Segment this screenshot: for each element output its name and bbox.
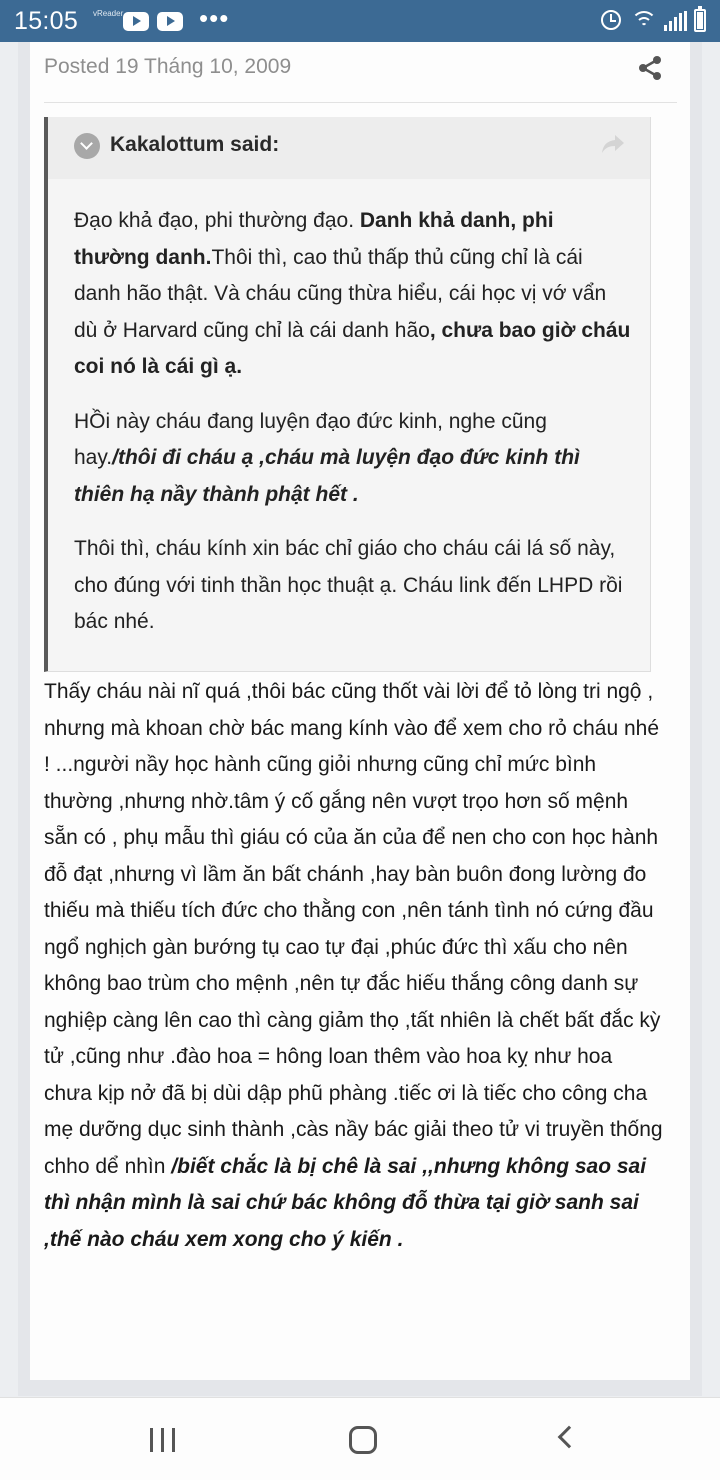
back-icon[interactable] — [558, 1426, 581, 1449]
more-notifications-icon: ••• — [199, 3, 230, 33]
reply-arrow-icon[interactable] — [600, 133, 626, 155]
post-body: Thấy cháu nài nĩ quá ,thôi bác cũng thốt vài lời để tỏ lòng tri ngộ , nhưng mà khoan chờ bác mang kính vào để xem cho rỏ cháu nhé ! ...người nầy học hành cũng giỏi nhưng cũng chỉ mức bình thường ,nhưng nhờ.tâm ý cố gắng nên vượt trọo hơn số mệnh sẵn có , phụ mẫu thì giáu có của ăn của để nen cho con học hành đỗ đạt ,nhưng vì lầm ăn bất chánh ,hay bàn buôn đong lường đo thiếu mà thiếu tích đức cho thằng con ,nên tánh tình nó cứng đầu ngổ nghịch gàn bướng tụ cao tự đại ,phúc đức thì xấu cho nên không bao trùm cho mệnh ,nên tự đắc hiếu thắng công danh sự nghiệp càng lên cao thì càng giảm thọ ,tất nhiên là chết bất đắc kỳ tử ,cũng như .đào hoa = hông loan thêm vào hoa kỵ như hoa chưa kịp nở đã bị dùi dập phũ phàng .tiếc ơi là tiếc cho công cha mẹ dưỡng dục sinh thành ,càs nầy bác giải theo tử vi truyền thống chho dể nhìn /biết chắc là bị chê là sai ,,nhưng không sao sai thì nhận mình là sai chứ bác không đỗ thừa tại giờ sanh sai ,thế nào cháu xem xong cho ý kiến . — [44, 680, 663, 1251]
alarm-icon — [601, 10, 621, 30]
quote-block — [44, 117, 651, 672]
vreader-notification-icon: vReader — [93, 9, 124, 18]
quote-paragraph: Đạo khả đạo, phi thường đạo. Danh khả danh, phi thường danh.Thôi thì, cao thủ thấp thủ cũng chỉ là cái danh hão thật. Và cháu cũng thừa hiểu, cái học vị vớ vẩn dù ở Harvard cũng chỉ là cái danh hão, chưa bao giờ cháu coi nó là cái gì ạ. — [74, 209, 631, 378]
home-icon[interactable] — [349, 1426, 377, 1454]
status-time: 15:05 — [14, 7, 79, 35]
battery-icon — [694, 9, 706, 32]
chevron-down-icon[interactable] — [74, 133, 100, 159]
status-bar — [0, 0, 720, 42]
quote-author: Kakalottum said: — [110, 133, 280, 156]
wifi-icon — [631, 9, 657, 35]
recent-apps-icon[interactable] — [150, 1428, 176, 1452]
quote-paragraph: Thôi thì, cháu kính xin bác chỉ giáo cho cháu cái lá số này, cho đúng với tinh thần học thuật ạ. Cháu link đến LHPD rồi bác nhé. — [74, 537, 623, 633]
signal-icon — [664, 11, 688, 31]
youtube-icon — [157, 12, 183, 31]
quote-body — [74, 203, 634, 659]
quote-paragraph: HỒi này cháu đang luyện đạo đức kinh, nghe cũng hay./thôi đi cháu ạ ,cháu mà luyện đạo đức kinh thì thiên hạ nầy thành phật hết . — [74, 409, 580, 506]
post-date: Posted 19 Tháng 10, 2009 — [44, 55, 292, 78]
quote-header — [48, 117, 650, 179]
divider — [44, 102, 677, 103]
youtube-icon — [123, 12, 149, 31]
share-icon[interactable] — [636, 54, 664, 82]
navigation-bar — [0, 1397, 720, 1480]
